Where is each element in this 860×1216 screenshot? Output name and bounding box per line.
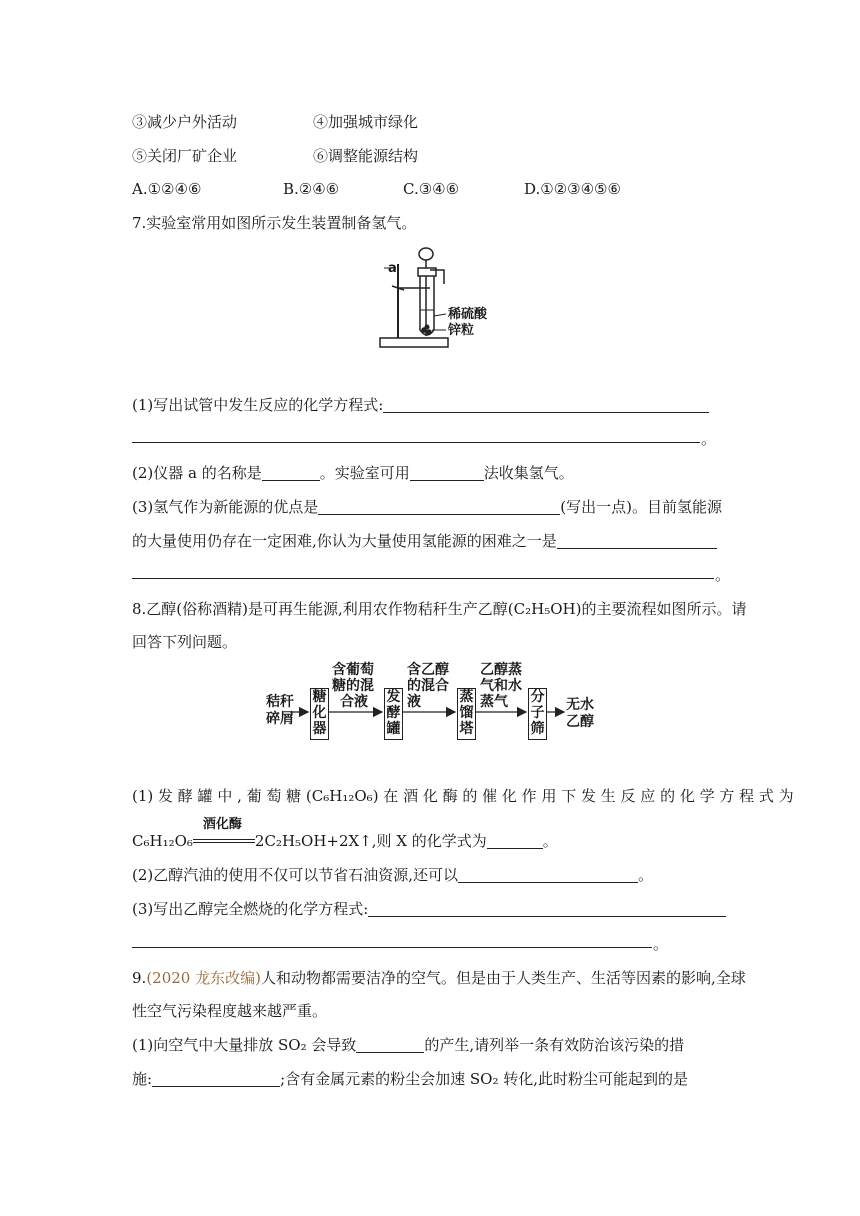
q7-part3-answer-line2[interactable] bbox=[132, 577, 714, 579]
q8-part3 bbox=[132, 898, 726, 920]
q8-part3-answer-blank[interactable] bbox=[368, 900, 726, 917]
q8-part1-line1: (1) 发 酵 罐 中 , 葡 萄 糖 (C₆H₁₂O₆) 在 酒 化 酶 的 催 化 作 用 下 发 生 反 应 的 化 学 方 程 式 为 bbox=[132, 787, 794, 805]
q7-part3-period: 。 bbox=[715, 566, 731, 584]
q7-part1 bbox=[132, 394, 709, 416]
q7-part2-instrument-blank[interactable] bbox=[262, 464, 320, 481]
q7-part1-period: 。 bbox=[701, 430, 717, 448]
q8-part3-answer-line2[interactable] bbox=[132, 946, 652, 948]
q8-part1-x-formula-blank[interactable] bbox=[487, 832, 543, 849]
box3-char3: 塔 bbox=[459, 721, 474, 737]
box1-char3: 器 bbox=[312, 721, 327, 737]
label2-l2: 的混合 bbox=[407, 678, 449, 694]
q9-part1-pollution-blank[interactable] bbox=[356, 1036, 424, 1053]
q7-part2-method-blank[interactable] bbox=[410, 464, 484, 481]
figure-label-zinc: 锌粒 bbox=[448, 323, 475, 338]
q7-stem: 7.实验室常用如图所示发生装置制备氢气。 bbox=[132, 214, 417, 232]
q7-part1-text: (1)写出试管中发生反应的化学方程式: bbox=[132, 396, 384, 414]
q9-part1-line1 bbox=[132, 1034, 684, 1056]
q6-option-3: ③减少户外活动 bbox=[132, 113, 238, 131]
q6-choice-d: D.①②③④⑤⑥ bbox=[524, 180, 621, 198]
q7-part3-text-a: (3)氢气作为新能源的优点是 bbox=[132, 498, 319, 516]
figure-label-acid: 稀硫酸 bbox=[448, 307, 488, 322]
label2-l3: 液 bbox=[407, 694, 421, 710]
q7-part2-text-b: 。实验室可用 bbox=[319, 464, 410, 482]
label3-l2: 气和水 bbox=[480, 678, 522, 694]
q8-part2-text: (2)乙醇汽油的使用不仅可以节省石油资源,还可以 bbox=[132, 866, 459, 884]
q8-stem-line1: 8.乙醇(俗称酒精)是可再生能源,利用农作物秸秆生产乙醇(C₂H₅OH)的主要流程如图所示。请 bbox=[132, 600, 747, 618]
q8-part3-text: (3)写出乙醇完全燃烧的化学方程式: bbox=[132, 900, 369, 918]
label2-l1: 含乙醇 bbox=[407, 662, 449, 678]
q9-part1-line2 bbox=[132, 1068, 688, 1090]
q9-stem-line2: 性空气污染程度越来越严重。 bbox=[132, 1002, 328, 1020]
flow-input-line2: 碎屑 bbox=[266, 711, 294, 727]
q8-stem-line2: 回答下列问题。 bbox=[132, 633, 238, 651]
q9-stem-text: 人和动物都需要洁净的空气。但是由于人类生产、生活等因素的影响,全球 bbox=[260, 969, 746, 987]
box3-char2: 馏 bbox=[459, 705, 474, 721]
q8-part1-period: 。 bbox=[542, 832, 558, 850]
flow-output-line2: 乙醇 bbox=[566, 714, 594, 730]
q6-option-5: ⑤关闭厂矿企业 bbox=[132, 147, 238, 165]
q7-part3-line2 bbox=[132, 530, 717, 552]
q8-part3-period: 。 bbox=[653, 935, 669, 953]
q8-part2-answer-blank[interactable] bbox=[458, 866, 638, 883]
q6-option-4: ④加强城市绿化 bbox=[313, 113, 419, 131]
label1-l3: 合液 bbox=[340, 694, 368, 710]
box4-char2: 子 bbox=[530, 705, 545, 721]
q7-part2-text-c: 法收集氢气。 bbox=[483, 464, 574, 482]
label1-l1: 含葡萄 bbox=[332, 662, 374, 678]
q6-choice-b: B.②④⑥ bbox=[283, 180, 340, 198]
box4-char3: 筛 bbox=[530, 721, 545, 737]
q9-part1-text-b: 的产生,请列举一条有效防治该污染的措 bbox=[424, 1036, 685, 1054]
box2-char2: 酵 bbox=[386, 705, 401, 721]
q8-eq-arrow bbox=[193, 817, 255, 850]
q7-part3-difficulty-blank[interactable] bbox=[557, 532, 717, 549]
q7-part2-text-a: (2)仪器 a 的名称是 bbox=[132, 464, 262, 482]
q8-part2-period: 。 bbox=[638, 866, 654, 884]
q8-part1-equation bbox=[132, 817, 558, 852]
flow-arrows bbox=[290, 700, 570, 724]
q8-eq-left: C₆H₁₂O₆ bbox=[132, 832, 193, 850]
box3-char1: 蒸 bbox=[459, 689, 474, 705]
q9-part1-text-c: 施: bbox=[132, 1070, 153, 1088]
box2-char1: 发 bbox=[386, 689, 401, 705]
q7-part3-text-c: 的大量使用仍存在一定困难,你认为大量使用氢能源的困难之一是 bbox=[132, 532, 557, 550]
q7-part1-answer-blank[interactable] bbox=[383, 396, 709, 413]
box1-char2: 化 bbox=[312, 705, 327, 721]
label3-l1: 乙醇蒸 bbox=[480, 662, 522, 678]
q9-part1-measure-blank[interactable] bbox=[152, 1070, 280, 1087]
q9-source-tag: (2020 龙东改编) bbox=[146, 969, 261, 987]
q9-number: 9. bbox=[132, 969, 147, 987]
q8-eq-right: 2C₂H₅OH+2X↑,则 X 的化学式为 bbox=[254, 832, 487, 850]
q7-part3-text-b: (写出一点)。目前氢能源 bbox=[560, 498, 722, 516]
box2-char3: 罐 bbox=[386, 721, 401, 737]
q7-part1-answer-line2[interactable] bbox=[132, 441, 700, 443]
flow-output-line1: 无水 bbox=[566, 697, 594, 713]
q6-option-6: ⑥调整能源结构 bbox=[313, 147, 419, 165]
q7-part3-advantage-blank[interactable] bbox=[318, 498, 560, 515]
q8-part2 bbox=[132, 864, 653, 886]
label3-l3: 蒸气 bbox=[480, 694, 508, 710]
q6-choice-c: C.③④⑥ bbox=[403, 180, 460, 198]
q9-part1-text-d: ;含有金属元素的粉尘会加速 SO₂ 转化,此时粉尘可能起到的是 bbox=[280, 1070, 689, 1088]
box1-char1: 糖 bbox=[312, 689, 327, 705]
q7-part3 bbox=[132, 496, 722, 518]
q7-part2 bbox=[132, 462, 574, 484]
q8-eq-condition: 酒化酶 bbox=[202, 817, 242, 832]
q6-choice-a: A.①②④⑥ bbox=[132, 180, 202, 198]
flow-input-line1: 秸秆 bbox=[266, 694, 294, 710]
q9-part1-text-a: (1)向空气中大量排放 SO₂ 会导致 bbox=[132, 1036, 357, 1054]
figure-label-a: a bbox=[388, 261, 397, 276]
label1-l2: 糖的混 bbox=[332, 678, 374, 694]
box4-char1: 分 bbox=[530, 689, 545, 705]
q9-stem-line1 bbox=[132, 967, 746, 989]
